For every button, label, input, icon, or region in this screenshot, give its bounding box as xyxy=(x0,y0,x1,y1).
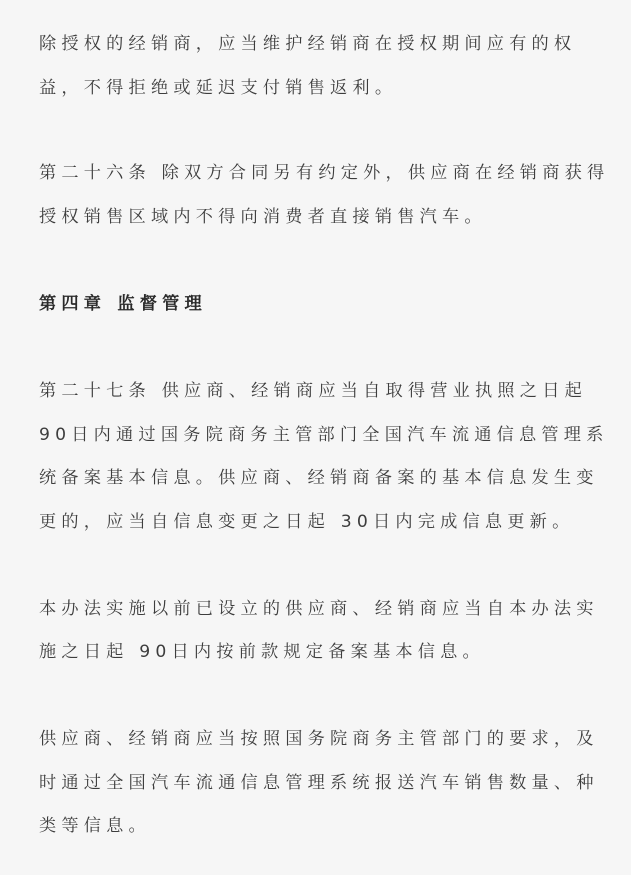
paragraph-6-line-2: 时通过全国汽车流通信息管理系统报送汽车销售数量、种 xyxy=(39,773,599,793)
paragraph-1-line-1: 除授权的经销商，应当维护经销商在授权期间应有的权 xyxy=(39,34,577,54)
paragraph-6-line-3: 类等信息。 xyxy=(39,816,151,836)
paragraph-2-line-1: 第二十六条 除双方合同另有约定外，供应商在经销商获得 xyxy=(39,163,610,183)
paragraph-4-line-3: 统备案基本信息。供应商、经销商备案的基本信息发生变 xyxy=(39,468,599,488)
paragraph-5-line-2: 施之日起 90日内按前款规定备案基本信息。 xyxy=(39,642,485,662)
paragraph-4-line-2: 90日内通过国务院商务主管部门全国汽车流通信息管理系 xyxy=(39,425,609,445)
paragraph-4-line-1: 第二十七条 供应商、经销商应当自取得营业执照之日起 xyxy=(39,381,587,401)
paragraph-4-line-4: 更的，应当自信息变更之日起 30日内完成信息更新。 xyxy=(39,512,575,532)
chapter-heading: 第四章 监督管理 xyxy=(39,294,207,314)
paragraph-2-line-2: 授权销售区域内不得向消费者直接销售汽车。 xyxy=(39,207,487,227)
paragraph-1-line-2: 益，不得拒绝或延迟支付销售返利。 xyxy=(39,78,398,98)
paragraph-6-line-1: 供应商、经销商应当按照国务院商务主管部门的要求，及 xyxy=(39,729,599,749)
paragraph-5-line-1: 本办法实施以前已设立的供应商、经销商应当自本办法实 xyxy=(39,599,599,619)
